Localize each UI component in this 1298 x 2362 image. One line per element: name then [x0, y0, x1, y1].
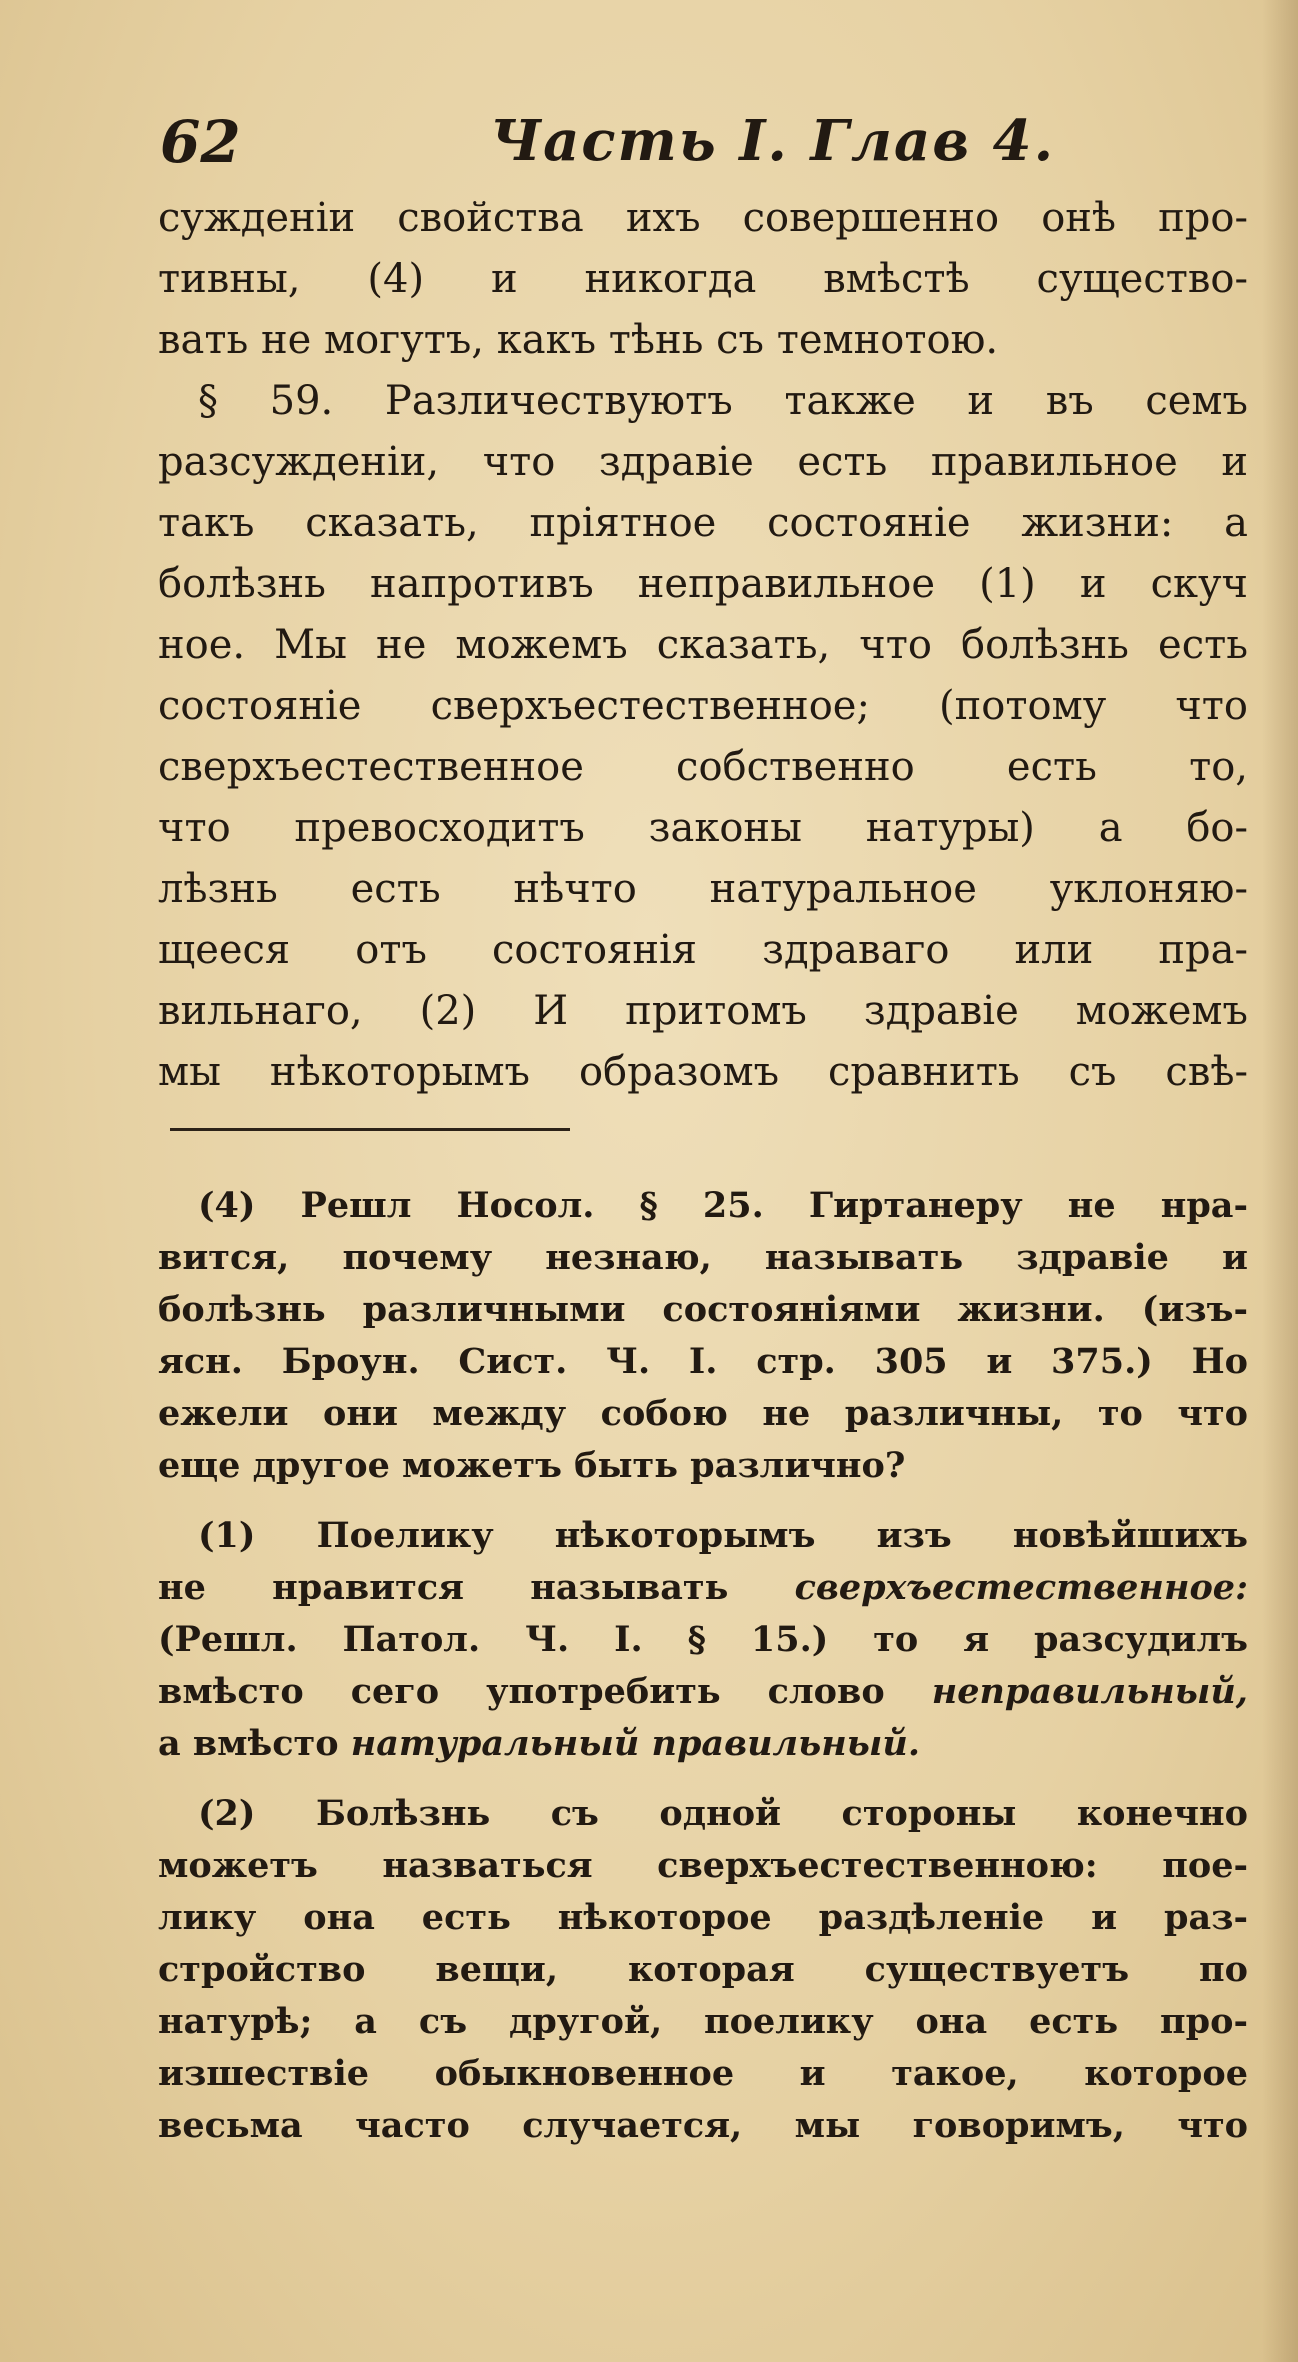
footnote-italic-term: натуральный правильный.	[350, 1723, 921, 1764]
text-line: лѣзнь есть нѣчто натуральное уклоняю-	[158, 866, 1248, 912]
footnote-italic-term: сверхъестественное:	[794, 1567, 1248, 1608]
footnote-text: не нравится называть	[158, 1567, 795, 1608]
text-line: сверхъестественное собственно есть то,	[158, 744, 1248, 790]
footnote-line: (2) Болѣзнь съ одной стороны конечно	[198, 1793, 1248, 1834]
footnote-line: можетъ назваться сверхъестественною: пое-	[158, 1845, 1248, 1886]
text-line: такъ сказать, пріятное состояніе жизни: а	[158, 500, 1248, 546]
footnote-line: болѣзнь различными состояніями жизни. (изъ-	[158, 1289, 1248, 1330]
footnote-line	[158, 1666, 1248, 1718]
footnote-line: (1) Поелику нѣкоторымъ изъ новѣйшихъ	[198, 1515, 1248, 1556]
footnote-line: изшествіе обыкновенное и такое, которое	[158, 2053, 1248, 2094]
footnotes	[158, 1180, 1248, 2152]
text-line: тивны, (4) и никогда вмѣстѣ существо-	[158, 256, 1248, 302]
main-text	[158, 188, 1248, 1103]
footnote-line: вится, почему незнаю, называть здравіе и	[158, 1237, 1248, 1278]
text-line: что превосходитъ законы натуры) а бо-	[158, 805, 1248, 851]
footnote-line: стройство вещи, которая существуетъ по	[158, 1949, 1248, 1990]
footnote-line: (Решл. Патол. Ч. I. § 15.) то я разсудилъ	[158, 1619, 1248, 1660]
text-line: щееся отъ состоянія здраваго или пра-	[158, 927, 1248, 973]
text-line: вильнаго, (2) И притомъ здравіе можемъ	[158, 988, 1248, 1034]
footnote-line	[158, 1562, 1248, 1614]
footnote-italic-term: неправильный,	[931, 1671, 1248, 1712]
footnote-line: еще другое можетъ быть различно?	[158, 1445, 906, 1486]
text-line: вать не могутъ, какъ тѣнь съ темнотою.	[158, 317, 999, 363]
running-title: Часть I. Глав 4.	[490, 108, 1056, 174]
text-line: сужденіи свойства ихъ совершенно онѣ про-	[158, 195, 1248, 241]
text-line: состояніе сверхъестественное; (потому что	[158, 683, 1248, 729]
text-line: мы нѣкоторымъ образомъ сравнить съ свѣ-	[158, 1049, 1248, 1095]
footnote-line: лику она есть нѣкоторое раздѣленіе и раз-	[158, 1897, 1248, 1938]
footnote-line: натурѣ; а съ другой, поелику она есть про-	[158, 2001, 1248, 2042]
running-head	[160, 108, 1260, 178]
footnote-line: ясн. Броун. Сист. Ч. I. стр. 305 и 375.) Но	[158, 1341, 1248, 1382]
page-number: 62	[160, 108, 241, 176]
text-line: разсужденіи, что здравіе есть правильное и	[158, 439, 1248, 485]
footnote-divider	[170, 1128, 570, 1131]
footnote-line: (4) Решл Носол. § 25. Гиртанеру не нра-	[198, 1185, 1248, 1226]
footnote-line	[158, 1718, 1248, 1770]
text-line: болѣзнь напротивъ неправильное (1) и скуч	[158, 561, 1248, 607]
footnote-line: ежели они между собою не различны, то что	[158, 1393, 1248, 1434]
text-line: § 59. Различествуютъ также и въ семъ	[198, 378, 1248, 424]
page-edge-shadow	[1262, 0, 1298, 2362]
footnote-text: вмѣсто сего употребить слово	[158, 1671, 932, 1712]
text-line: ное. Мы не можемъ сказать, что болѣзнь есть	[158, 622, 1248, 668]
footnote-line: весьма часто случается, мы говоримъ, что	[158, 2105, 1248, 2146]
footnote-text: а вмѣсто	[158, 1723, 351, 1764]
